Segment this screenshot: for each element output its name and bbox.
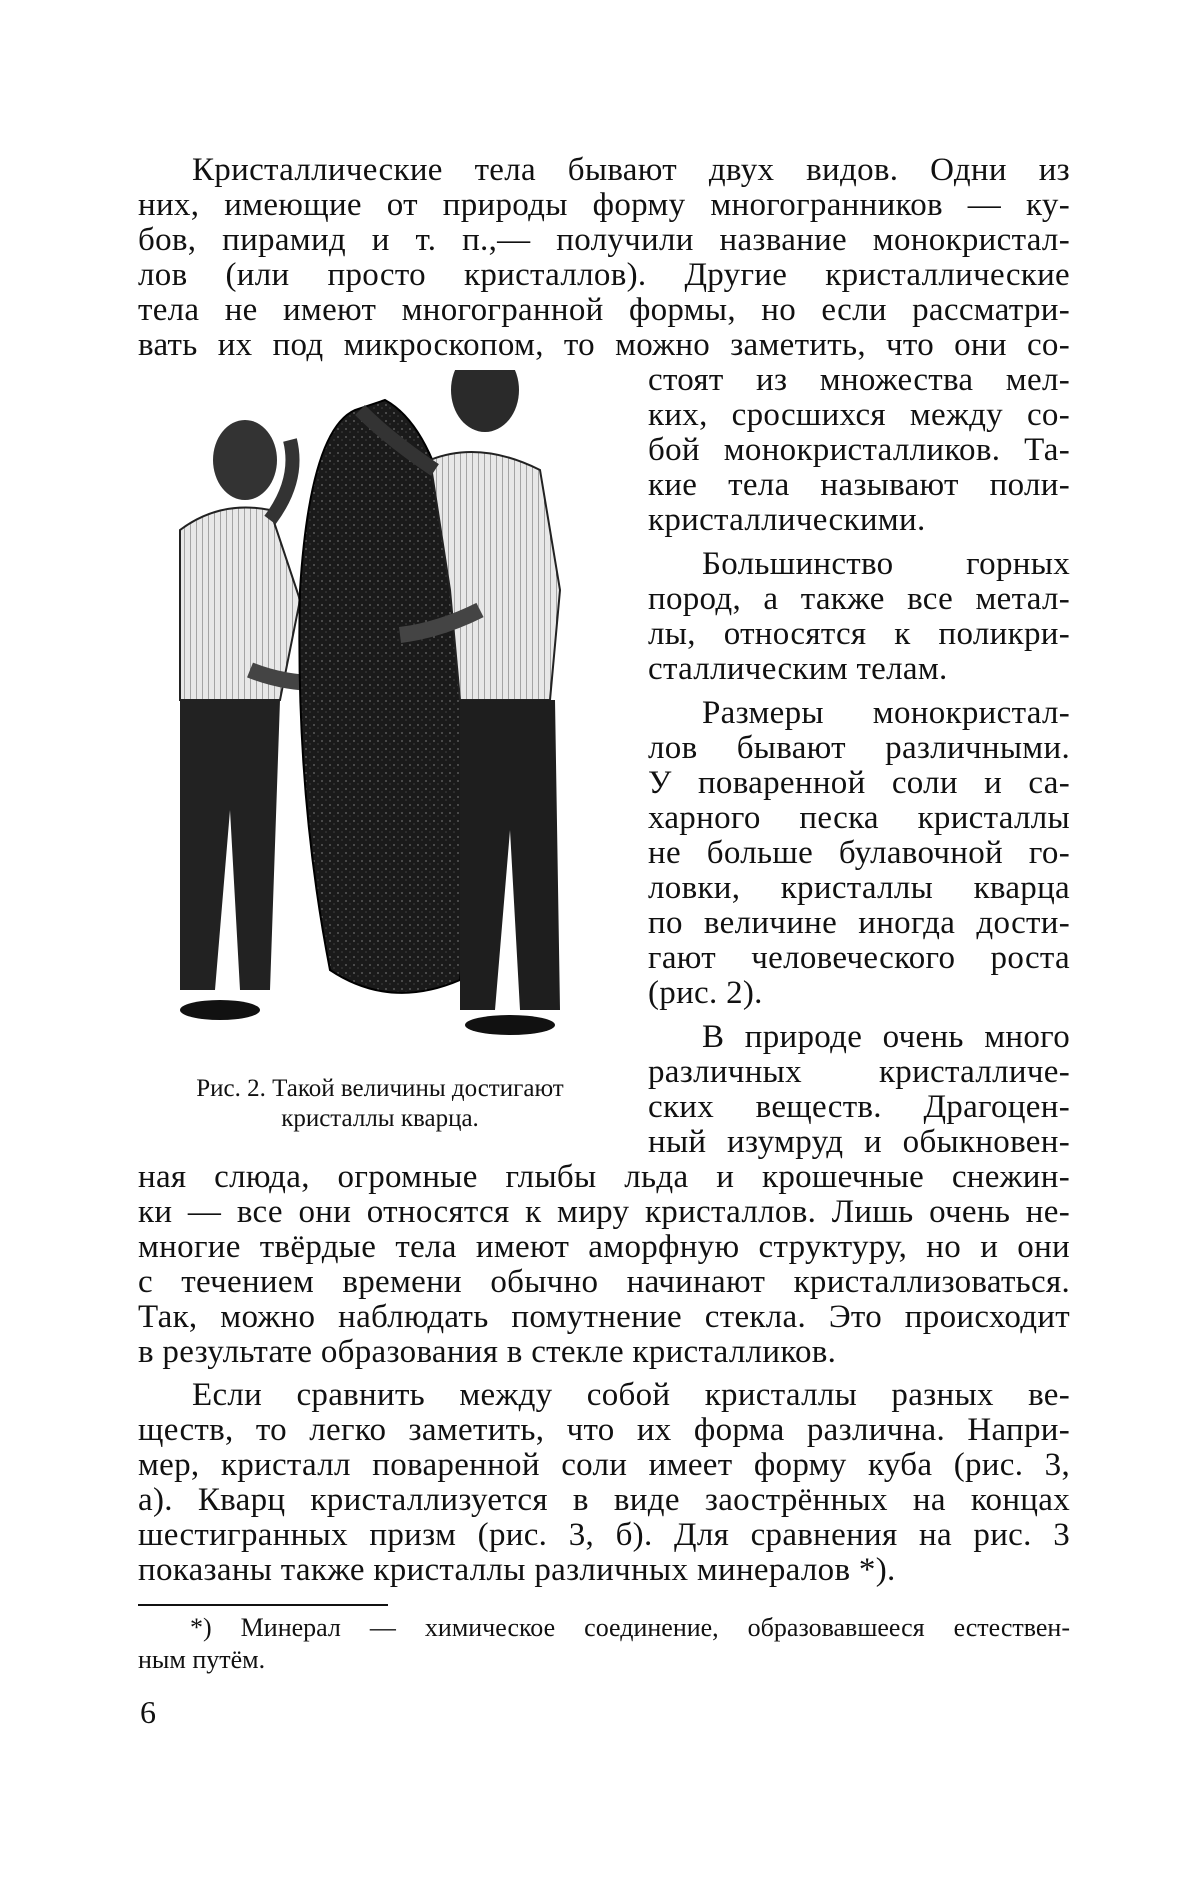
text-line: различных кристалличе- [648, 1054, 1070, 1090]
text-line: сталлическим телам. [648, 651, 948, 687]
text-line: ких, сросшихся между со- [648, 397, 1070, 433]
text-line: в результате образования в стекле кристалликов. [138, 1334, 837, 1370]
text-line: показаны также кристаллы различных минералов *). [138, 1552, 896, 1588]
text-line: них, имеющие от природы форму многогранников — ку- [138, 187, 1070, 223]
text-line: Так, можно наблюдать помутнение стекла. Это происходит [138, 1299, 1070, 1335]
text-line: Большинство горных [702, 546, 1070, 582]
text-line: В природе очень много [702, 1019, 1070, 1055]
text-line: ловки, кристаллы кварца [648, 870, 1070, 906]
text-line: мер, кристалл поваренной соли имеет форму куба (рис. 3, [138, 1447, 1070, 1483]
text-line: стоят из множества мел- [648, 362, 1070, 398]
text-line: лов (или просто кристаллов). Другие кристаллические [138, 257, 1070, 293]
text-line: не больше булавочной го- [648, 835, 1070, 871]
text-line: (рис. 2). [648, 975, 763, 1011]
text-line: лов бывают различными. [648, 730, 1070, 766]
text-line: У поваренной соли и са- [648, 765, 1070, 801]
figure-caption-line: кристаллы кварца. [281, 1105, 479, 1132]
text-line: лы, относятся к поликри- [648, 616, 1070, 652]
text-line: ских веществ. Драгоцен- [648, 1089, 1070, 1125]
footnote-divider [138, 1604, 388, 1606]
text-line: харного песка кристаллы [648, 800, 1070, 836]
text-line: тела не имеют многогранной формы, но если рассматри- [138, 292, 1070, 328]
text-line: бой монокристалликов. Та- [648, 432, 1070, 468]
text-line: кие тела называют поли- [648, 467, 1070, 503]
text-line: шестигранных призм (рис. 3, б). Для сравнения на рис. 3 [138, 1517, 1070, 1553]
text-line: а). Кварц кристаллизуется в виде заострённых на концах [138, 1482, 1070, 1518]
text-line: кристаллическими. [648, 502, 926, 538]
text-line: гают человеческого роста [648, 940, 1070, 976]
text-line: многие твёрдые тела имеют аморфную структуру, но и они [138, 1229, 1070, 1265]
text-line: с течением времени обычно начинают кристаллизоваться. [138, 1264, 1070, 1300]
text-line: ществ, то легко заметить, что их форма различна. Напри- [138, 1412, 1070, 1448]
page-number: 6 [140, 1694, 156, 1730]
footnote-line: *) Минерал — химическое соединение, образовавшееся естествен- [190, 1613, 1070, 1642]
text-line: ки — все они относятся к миру кристаллов. Лишь очень не- [138, 1194, 1070, 1230]
text-line: Размеры монокристал- [702, 695, 1070, 731]
text-line: по величине иногда дости- [648, 905, 1070, 941]
footnote-line: ным путём. [138, 1645, 266, 1674]
figure-caption-line: Рис. 2. Такой величины достигают [196, 1075, 564, 1102]
text-line: ная слюда, огромные глыбы льда и крошечные снежин- [138, 1159, 1070, 1195]
text-line: вать их под микроскопом, то можно заметить, что они со- [138, 327, 1070, 363]
text-line: бов, пирамид и т. п.,— получили название монокристал- [138, 222, 1070, 258]
figure-quartz-crystal [160, 370, 640, 1070]
text-line: Если сравнить между собой кристаллы разных ве- [192, 1377, 1070, 1413]
text-line: Кристаллические тела бывают двух видов. Одни из [192, 152, 1070, 188]
text-line: ный изумруд и обыкновен- [648, 1124, 1070, 1160]
text-line: пород, а также все метал- [648, 581, 1070, 617]
